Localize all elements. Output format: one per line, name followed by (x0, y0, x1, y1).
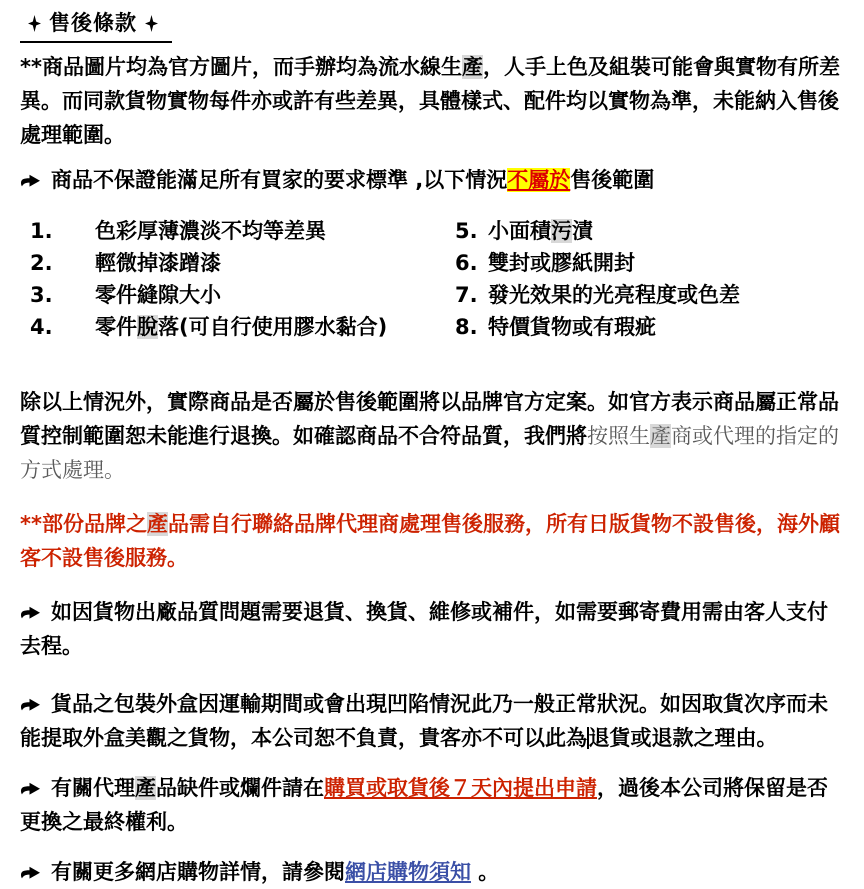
item-text: 零件 (95, 315, 137, 339)
packaging-dent-paragraph (20, 687, 848, 755)
substituted-glyph: 污 (551, 219, 572, 243)
curved-right-arrow-icon (20, 174, 41, 188)
intro-paragraph (20, 50, 848, 152)
item-number: 4. (30, 315, 53, 339)
substituted-glyph: 產 (461, 55, 483, 79)
intro-text: **商品圖片均為官方圖片，而手辦均為流水線生 (20, 55, 462, 79)
packaging-text: 退貨或退款之理由。 (588, 726, 778, 750)
store-policy-text: 有關更多網店購物詳情，請參閱 (51, 860, 345, 884)
processing-method-text: 商或代理的指定的方式處理。 (20, 424, 839, 482)
deadline-emphasis: 購買或取貨後７天內提出申請 (324, 776, 597, 800)
item-number: 5. (455, 219, 478, 243)
intro-text: ，人手上色及組裝可能會與實物有所差異。而同款貨物實物每件亦或許有些差異，具體樣式、配件均以實物為準，未能納入售後處理範圍。 (20, 55, 840, 147)
exclusion-list (30, 215, 848, 343)
exclusion-item-3 (30, 279, 455, 311)
curved-right-arrow-icon (20, 698, 41, 712)
page-title (20, 6, 848, 43)
official-decision-paragraph (20, 385, 848, 487)
missing-parts-deadline-paragraph (20, 771, 848, 839)
substituted-glyph: 產 (650, 424, 671, 448)
exclusion-list-left-column (30, 215, 455, 343)
page-title-text: 售後條款 (49, 11, 137, 35)
exclusion-item-7 (455, 279, 848, 311)
missing-parts-text: 有關代理 (51, 776, 135, 800)
missing-parts-text: ，過後本公司將保留是否更換之最終權利。 (20, 776, 828, 834)
packaging-text: 貨品之包裝外盒因運輸期間或會出現凹陷情況此乃一般正常狀況。如因取貨次序而未能提取外盒美觀之貨物，本公司恕不負責，貴客亦不可以此為 (20, 692, 828, 750)
item-number: 2. (30, 251, 53, 275)
item-number: 7. (455, 283, 478, 307)
curved-right-arrow-icon (20, 606, 41, 620)
item-text: 色彩厚薄濃淡不均等差異 (95, 219, 326, 243)
substituted-glyph: 產 (135, 776, 156, 800)
store-policy-paragraph (20, 855, 848, 889)
substituted-glyph: 脫 (137, 315, 158, 339)
item-text: 零件縫隙大小 (95, 283, 221, 307)
item-text: 雙封或膠紙開封 (488, 251, 635, 275)
missing-parts-text: 品缺件或爛件請在 (156, 776, 324, 800)
exclusion-list-right-column (455, 215, 848, 343)
brand-notice-text: **部份品牌之 (20, 512, 147, 536)
four-pointed-star-icon (145, 15, 158, 32)
coverage-notice-paragraph (20, 163, 848, 197)
store-policy-text: 。 (471, 860, 500, 884)
postage-text: 如因貨物出廠品質問題需要退貨、換貨、維修或補件，如需要郵寄費用需由客人支付去程。 (20, 600, 828, 658)
item-number: 8. (455, 315, 478, 339)
four-pointed-star-icon (28, 15, 41, 32)
item-number: 3. (30, 283, 53, 307)
not-covered-highlight: 不屬於 (507, 168, 571, 192)
notice-text: 售後範圍 (570, 168, 655, 192)
exclusion-item-8 (455, 311, 848, 343)
brand-agent-notice-paragraph (20, 507, 848, 575)
item-text: 小面積 (488, 219, 551, 243)
substituted-glyph: 產 (146, 512, 168, 536)
exclusion-item-5 (455, 215, 848, 247)
item-text: 輕微掉漆蹭漆 (95, 251, 221, 275)
processing-method-text: 按照生 (587, 424, 650, 448)
decision-text: 除以上情況外，實際商品是否屬於售後範圍將以品牌官方定案。如官方表示商品屬正常品質控制範圍恕未能進行退換。如確認商品不合符品質，我們將 (20, 390, 839, 448)
exclusion-item-1 (30, 215, 455, 247)
brand-notice-text: 品需自行聯絡品牌代理商處理售後服務，所有日版貨物不設售後，海外顧客不設售後服務。 (20, 512, 840, 570)
item-number: 1. (30, 219, 53, 243)
store-policy-link[interactable]: 網店購物須知 (345, 860, 471, 884)
item-text: 發光效果的光亮程度或色差 (488, 283, 740, 307)
exclusion-item-4 (30, 311, 455, 343)
item-text: 特價貨物或有瑕疵 (488, 315, 656, 339)
item-number: 6. (455, 251, 478, 275)
exclusion-item-6 (455, 247, 848, 279)
exclusion-item-2 (30, 247, 455, 279)
curved-right-arrow-icon (20, 866, 41, 880)
return-postage-paragraph (20, 595, 848, 663)
item-text: 落(可自行使用膠水黏合) (158, 315, 388, 339)
after-sales-terms-document (0, 6, 864, 889)
curved-right-arrow-icon (20, 782, 41, 796)
item-text: 漬 (572, 219, 593, 243)
notice-text: 商品不保證能滿足所有買家的要求標準 ,以下情況 (51, 168, 508, 192)
